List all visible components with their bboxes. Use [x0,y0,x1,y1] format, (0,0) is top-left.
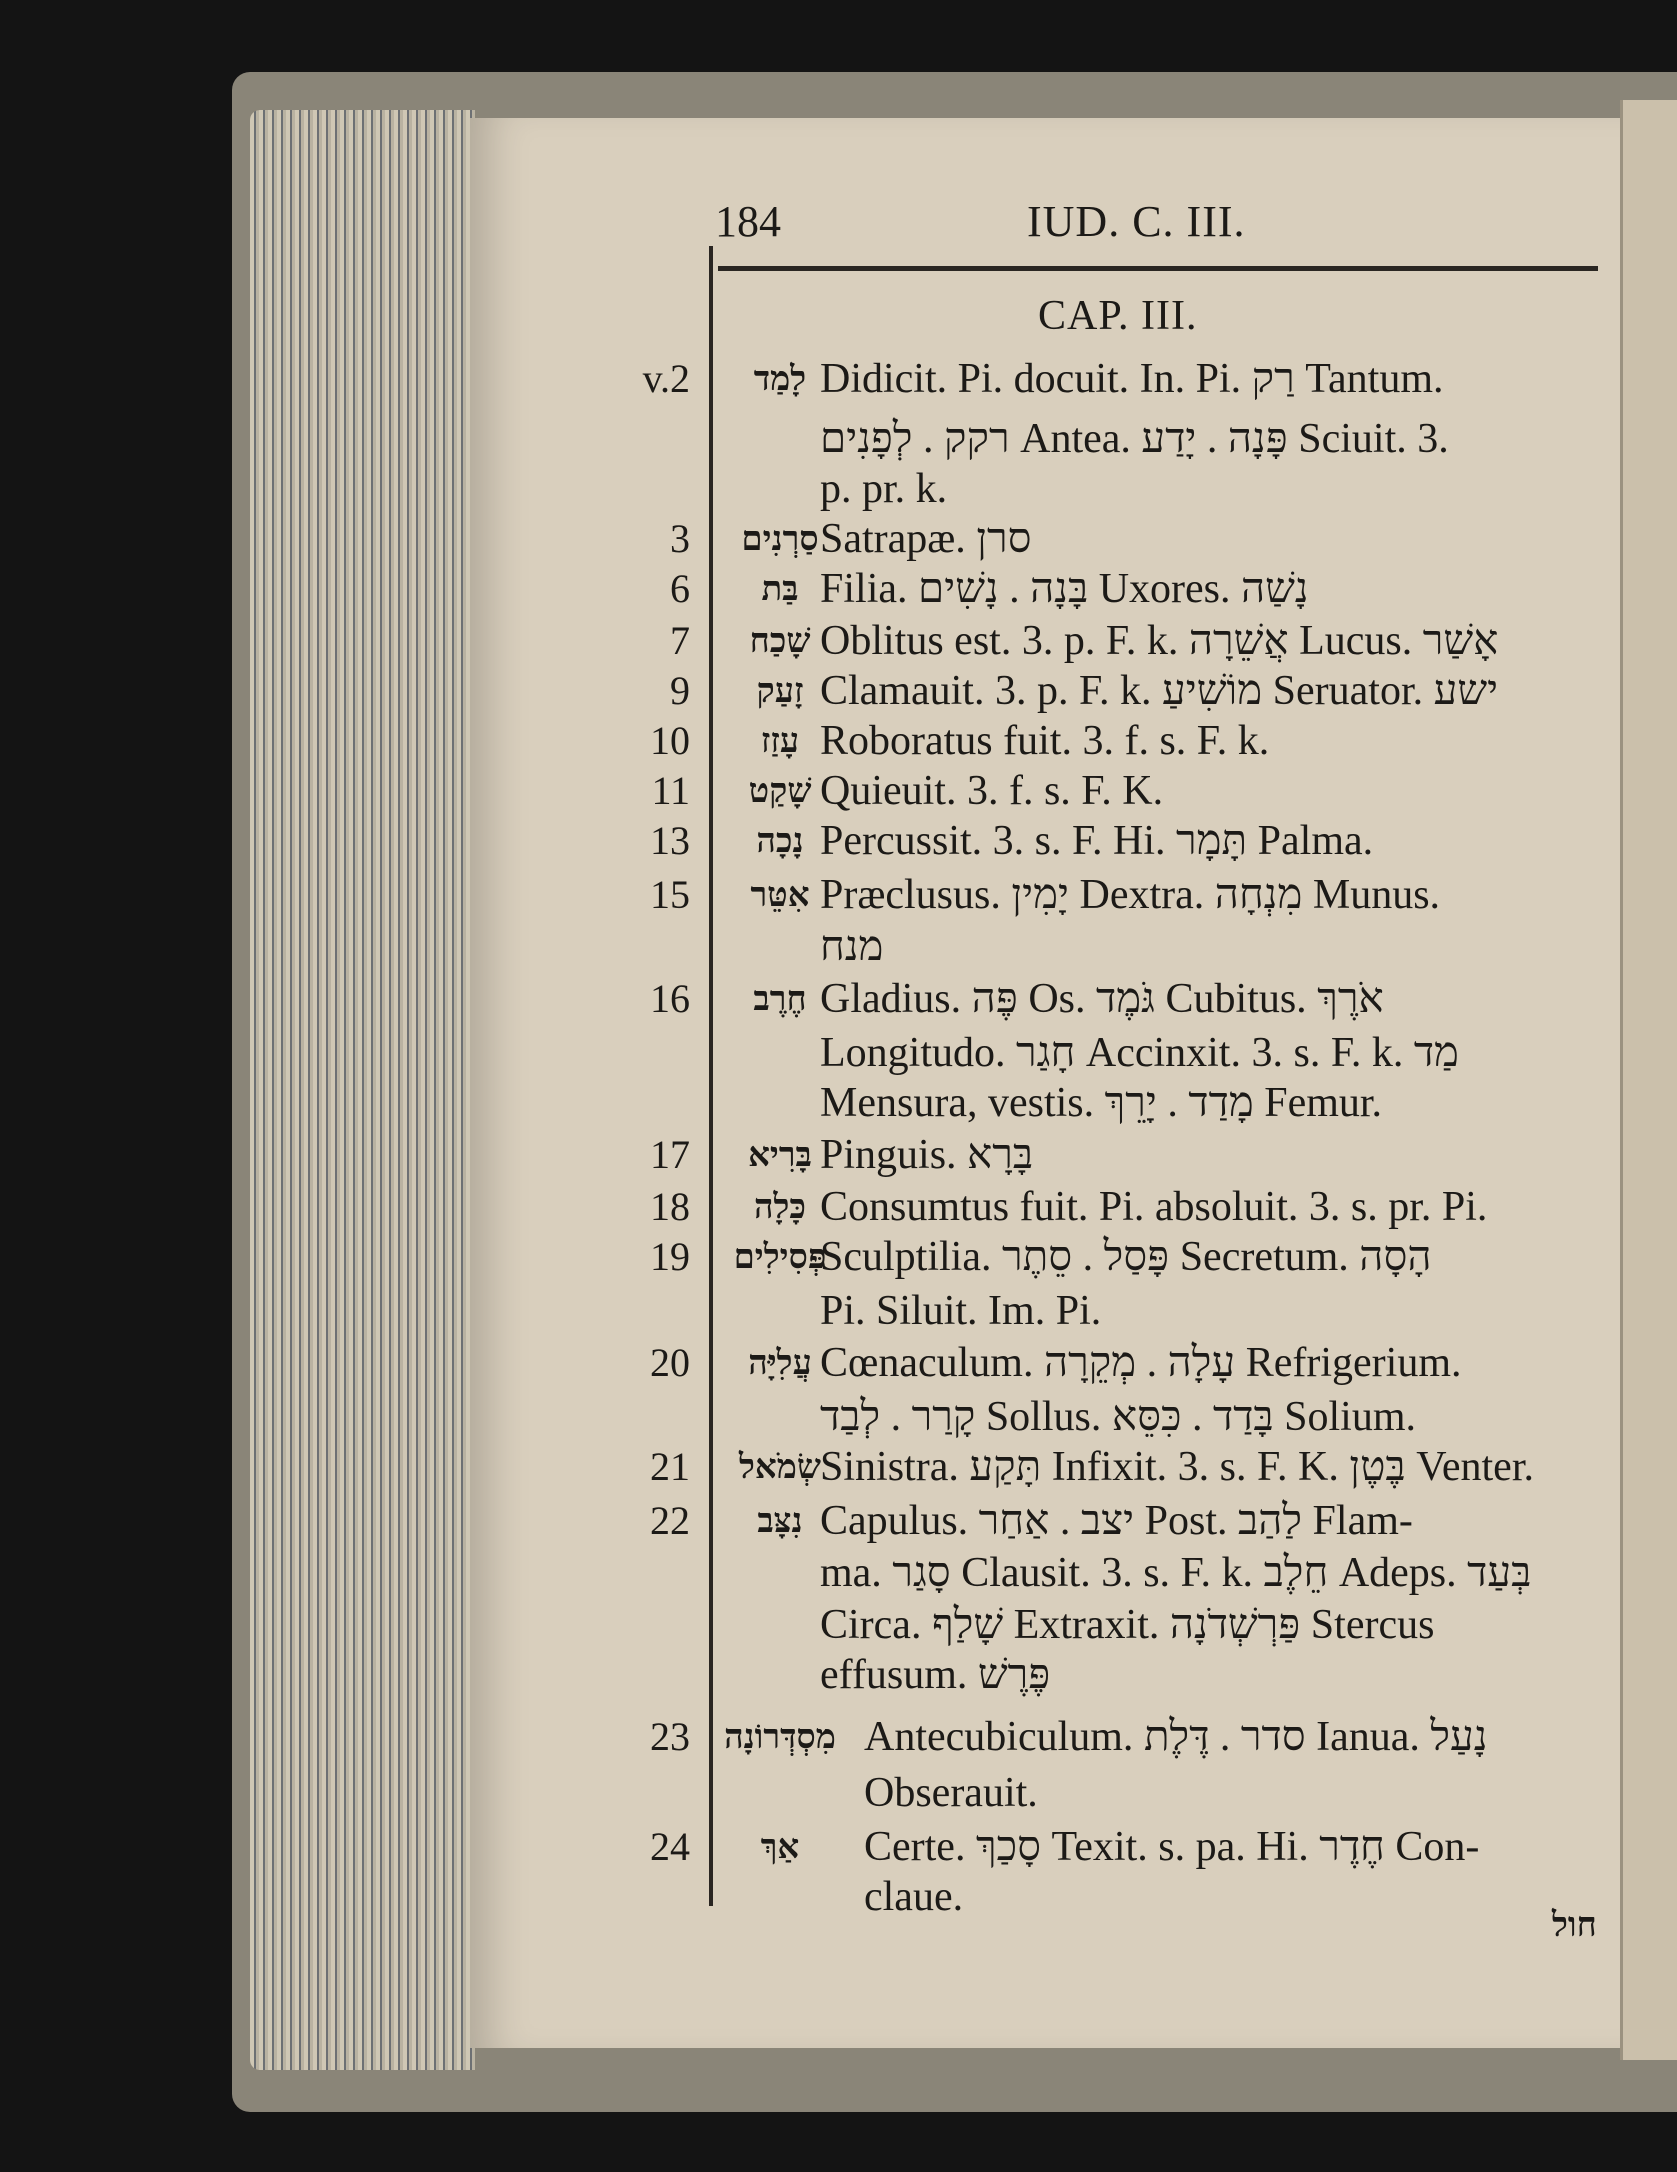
facing-page-edge [1620,100,1677,2060]
gloss-text: ma. סָגַר Clausit. 3. s. F. k. חֵלֶב Adeps. בְּעַד [820,1550,1532,1596]
hebrew-headword: אִטֵּר [750,875,810,915]
gloss-text: Pinguis. בָּרָא [820,1132,1034,1178]
gloss-text: מנח [820,924,884,970]
hebrew-headword: סַרְנִים [741,519,819,559]
verse-number: 24 [650,1824,690,1869]
gloss-text: Circa. שָׁלַף Extraxit. פַּרְשְׁדֹנָה Stercus [820,1602,1435,1648]
entry-line [620,920,1610,974]
entry-line [620,1026,1610,1080]
entry-line [620,1598,1610,1652]
verse-number: v.2 [642,356,690,401]
hebrew-headword: עָזַז [760,721,800,761]
hebrew-headword: זָעַק [756,671,804,711]
entry-line [620,1440,1610,1494]
entry-line [620,714,1610,768]
verse-number: 16 [650,976,690,1021]
verse-number: 11 [651,768,690,813]
hebrew-headword: נִצָּב [757,1501,803,1541]
entry-line [620,1230,1610,1284]
gloss-text: Consumtus fuit. Pi. absoluit. 3. s. pr. Pi. [820,1184,1488,1230]
verse-number: 21 [650,1444,690,1489]
gloss-text: effusum. פֶּרֶשׁ [820,1652,1051,1698]
header-rule [718,266,1598,271]
gloss-text: Percussit. 3. s. F. Hi. תָּמָר Palma. [820,818,1374,864]
gloss-text: Sinistra. תָּקַע Infixit. 3. s. F. K. בֶּטֶן Venter. [820,1444,1534,1490]
running-head [715,196,1595,252]
entry-line [620,412,1610,466]
hebrew-headword: אַךְ [760,1827,800,1867]
verse-number: 18 [650,1184,690,1229]
entry-line [620,1710,1610,1764]
gloss-text: Longitudo. חָגַר Accinxit. 3. s. F. k. מַד [820,1030,1459,1076]
gloss-text: Obserauit. [864,1770,1038,1816]
page-number: 184 [715,197,781,246]
entry-line [620,1336,1610,1390]
gloss-text: Satrapæ. סרן [820,516,1032,562]
gloss-text: Roboratus fuit. 3. f. s. F. k. [820,718,1270,764]
hebrew-headword: שָׁקַט [748,771,812,811]
entry-line [620,1766,1610,1820]
hebrew-headword: מִסְדְּרוֹנָה [724,1717,836,1757]
chapter-heading: CAP. III. [1038,293,1198,339]
entry-line [620,972,1610,1026]
gloss-text: p. pr. k. [820,466,948,512]
entry-line [620,868,1610,922]
gloss-text: Clamauit. 3. p. F. k. מוֹשִׁיעַ Seruator. ישע [820,668,1499,714]
gloss-text: Didicit. Pi. docuit. In. Pi. רַק Tantum. [820,356,1444,402]
entry-line [620,1494,1610,1548]
gloss-text: Mensura, vestis. מָדַד . יָרֵךְ Femur. [820,1080,1383,1126]
entry-line [620,512,1610,566]
gloss-text: Oblitus est. 3. p. F. k. אֲשֵׁרָה Lucus. אָשַׁר [820,618,1499,664]
verse-number: 6 [670,566,690,611]
hebrew-headword: בַּת [761,569,799,609]
hebrew-headword: כָּלָה [753,1187,807,1227]
gloss-text: Certe. סָכַךְ Texit. s. pa. Hi. חֶדֶר Con- [864,1824,1480,1870]
gloss-text: Antecubiculum. סדר . דֶּלֶת Ianua. נָעַל [864,1714,1488,1760]
catchword: חול [1552,1905,1597,1945]
verse-number: 9 [670,668,690,713]
verse-number: 19 [650,1234,690,1279]
gloss-text: Cœnaculum. עָלָה . מְקֵרָה Refrigerium. [820,1340,1462,1386]
hebrew-headword: שָׁכַח [749,621,811,661]
gloss-text: Præclusus. יָמִין Dextra. מִנְחָה Munus. [820,872,1441,918]
verse-number: 3 [670,516,690,561]
verse-number: 15 [650,872,690,917]
hebrew-headword: פְּסִילִים [733,1237,827,1277]
entry-line [620,1076,1610,1130]
running-title: IUD. C. III. [1027,197,1246,246]
verse-number: 23 [650,1714,690,1759]
entry-line [620,614,1610,668]
hebrew-headword: בָּרִיא [748,1135,812,1175]
verse-number: 13 [650,818,690,863]
hebrew-headword: לָמַד [753,359,807,399]
verse-number: 7 [670,618,690,663]
entry-line [620,352,1610,406]
hebrew-headword: עֲלִיָּה [748,1343,812,1383]
entry-line [620,1128,1610,1182]
verse-number: 22 [650,1498,690,1543]
gloss-text: קָרַר . לְבַד Sollus. בָּדַד . כִּסֵּא Solium. [820,1394,1417,1440]
gloss-text: Pi. Siluit. Im. Pi. [820,1288,1102,1334]
entry-line [620,1390,1610,1444]
entry-line [620,1648,1610,1702]
gloss-text: Sculptilia. פָּסַל . סֵתֶר Secretum. הָסָה [820,1234,1432,1280]
entry-line [620,1284,1610,1338]
entry-line [620,1870,1610,1924]
entry-line [620,1546,1610,1600]
entry-line [620,1820,1610,1874]
gloss-text: Capulus. יצב . אַחַר Post. לַהַב Flam- [820,1498,1413,1544]
hebrew-headword: חֶרֶב [753,979,807,1019]
entry-line [620,664,1610,718]
gloss-text: Gladius. פֶּה Os. גֹּמֶד Cubitus. אֹרֶךְ [820,976,1384,1022]
gloss-text: claue. [864,1874,964,1920]
entry-line [620,562,1610,616]
page-edges [250,110,475,2070]
gloss-text: רקק . לְפָנִים Antea. פָּנָה . יָדַע Sciuit. 3. [820,416,1449,462]
entry-line [620,1180,1610,1234]
entry-line [620,462,1610,516]
gloss-text: Quieuit. 3. f. s. F. K. [820,768,1164,814]
verse-number: 17 [650,1132,690,1177]
entry-line [620,814,1610,868]
hebrew-headword: שְׂמֹאל [739,1447,821,1487]
entry-line [620,764,1610,818]
gloss-text: Filia. בָּנָה . נָשִׁים Uxores. נָשַׁה [820,566,1309,612]
verse-number: 20 [650,1340,690,1385]
hebrew-headword: נָכָה [756,821,804,861]
verse-number: 10 [650,718,690,763]
